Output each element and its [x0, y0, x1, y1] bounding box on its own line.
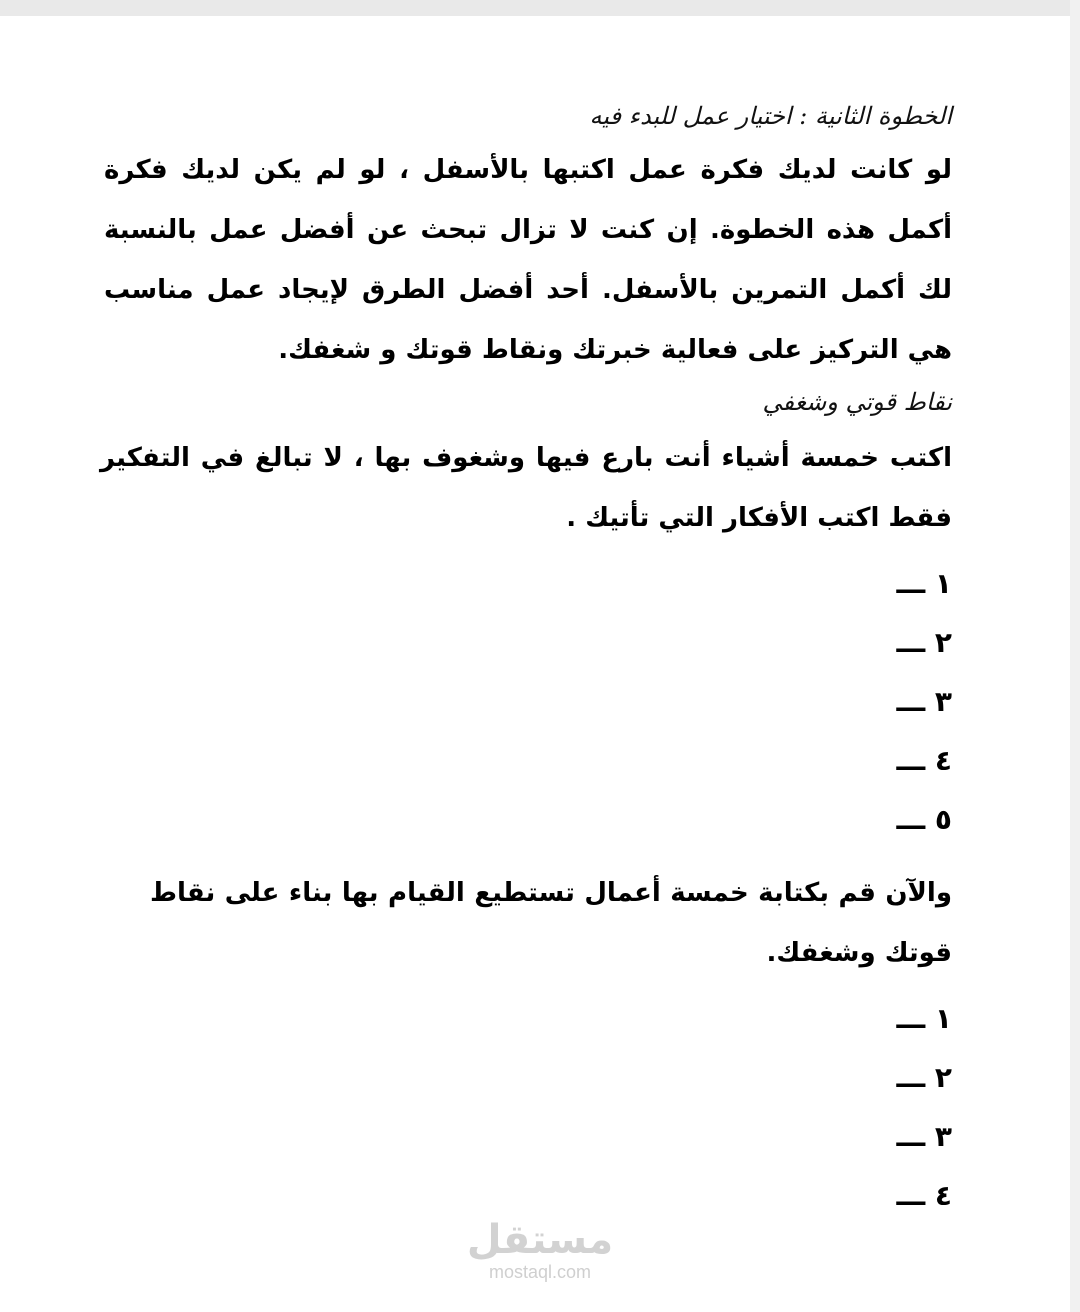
list-item: ٣ ـــ	[896, 685, 952, 718]
list-item: ٤ ـــ	[896, 1179, 952, 1212]
business-list	[100, 989, 952, 1225]
mostaql-watermark	[440, 1218, 640, 1282]
list-item: ٢ ـــ	[896, 1061, 952, 1094]
intro-paragraph: لو كانت لديك فكرة عمل اكتبها بالأسفل ، لو لم يكن لديك فكرة أكمل هذه الخطوة. إن كنت لا تزال تبحث عن أفضل عمل بالنسبة لك أكمل التمرين بالأسفل. أحد أفضل الطرق لإيجاد عمل مناسب هي التركيز على فعالية خبرتك ونقاط قوتك و شغفك.	[104, 155, 952, 365]
list-item: ٣ ـــ	[896, 1120, 952, 1153]
step-title: الخطوة الثانية : اختيار عمل للبدء فيه	[589, 102, 952, 130]
watermark-logo: مستقل	[466, 1217, 614, 1263]
strengths-list	[100, 554, 952, 849]
document-page	[100, 96, 952, 1225]
business-prompt: والآن قم بكتابة خمسة أعمال تستطيع القيام بها بناء على نقاط قوتك وشغفك.	[150, 878, 952, 968]
strengths-prompt: اكتب خمسة أشياء أنت بارع فيها وشغوف بها ، لا تبالغ في التفكير فقط اكتب الأفكار التي تأتيك .	[100, 443, 952, 533]
list-item: ١ ـــ	[896, 1002, 952, 1035]
list-item: ٥ ـــ	[896, 803, 952, 836]
list-item: ١ ـــ	[896, 567, 952, 600]
right-frame	[1070, 0, 1080, 1312]
top-frame	[0, 0, 1080, 16]
strengths-heading: نقاط قوتي وشغفي	[762, 388, 952, 416]
list-item: ٢ ـــ	[896, 626, 952, 659]
list-item: ٤ ـــ	[896, 744, 952, 777]
watermark-url: mostaql.com	[488, 1262, 592, 1282]
